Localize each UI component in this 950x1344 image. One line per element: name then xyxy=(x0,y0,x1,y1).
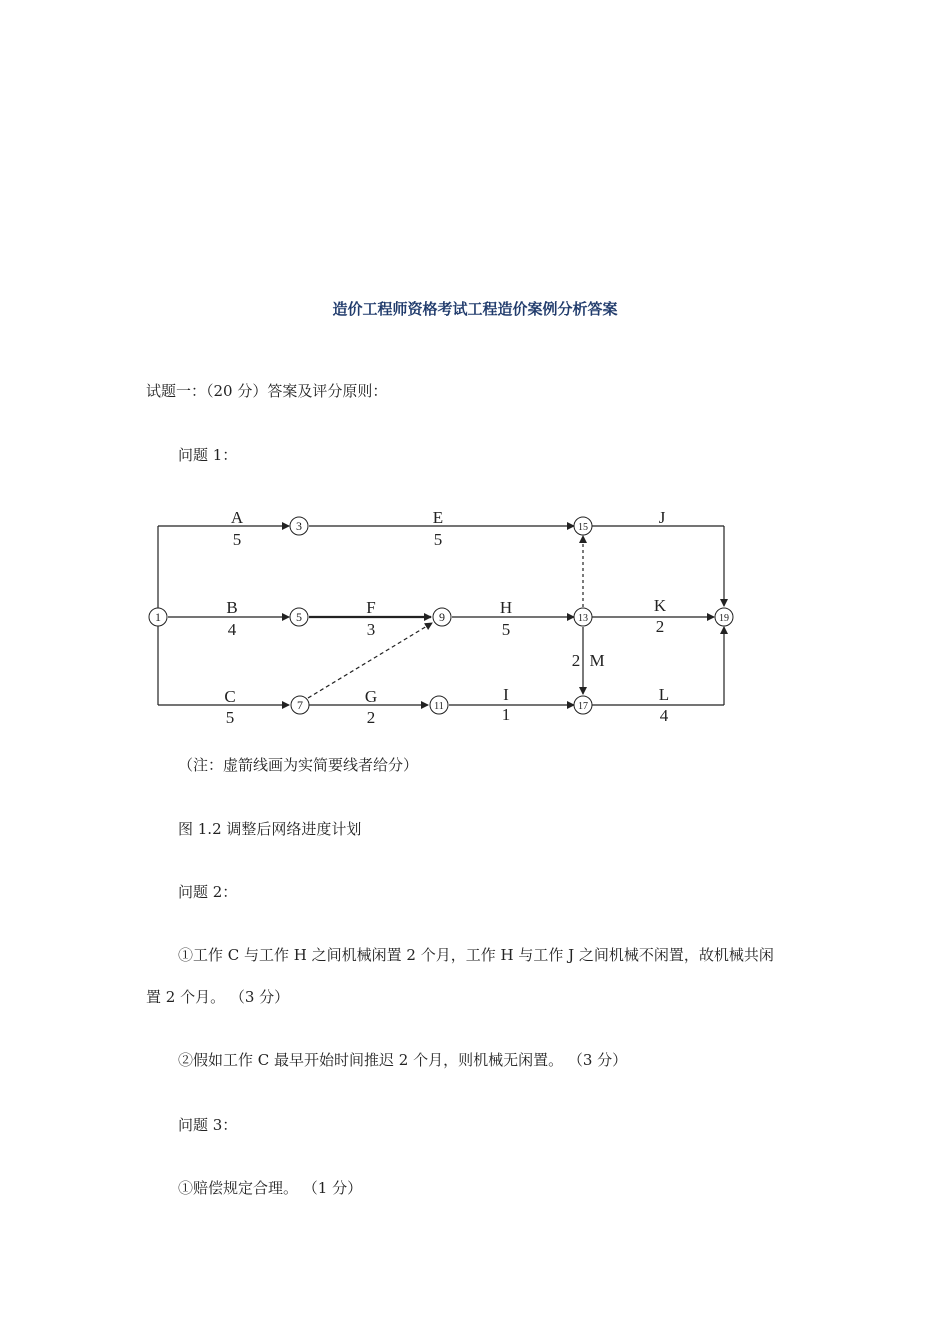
node-5 xyxy=(290,608,308,626)
activity-G-label: G xyxy=(364,687,378,706)
node-7 xyxy=(291,696,309,714)
problem-2-heading: 问题 2： xyxy=(178,883,238,901)
activity-F-label: F xyxy=(366,598,376,617)
node-13 xyxy=(574,608,592,626)
activity-M-label: M xyxy=(589,651,605,670)
activity-B-duration: 4 xyxy=(227,620,237,639)
node-11 xyxy=(430,696,448,714)
problem-1-heading: 问题 1： xyxy=(178,446,238,464)
node-17 xyxy=(574,696,592,714)
problem-2-item-2: ②假如工作 C 最早开始时间推迟 2 个月，则机械无闲置。 （3 分） xyxy=(178,1051,628,1069)
activity-K-label: K xyxy=(653,596,667,615)
activity-L-label: L xyxy=(658,685,670,704)
activity-G-duration: 2 xyxy=(366,708,376,725)
svg-text:13: 13 xyxy=(578,613,588,624)
activity-I-duration: 1 xyxy=(501,705,511,724)
node-3 xyxy=(290,517,308,535)
question-header: 试题一：（20 分）答案及评分原则： xyxy=(146,382,388,400)
problem-2-item-1-line-2: 置 2 个月。 （3 分） xyxy=(146,988,290,1006)
activity-A-duration: 5 xyxy=(232,530,242,549)
activity-I-label: I xyxy=(503,685,509,704)
activity-K-duration: 2 xyxy=(655,617,665,636)
activity-E-label: E xyxy=(432,508,444,527)
figure-caption: 图 1.2 调整后网络进度计划 xyxy=(178,820,362,838)
svg-text:3: 3 xyxy=(296,519,302,533)
diagram-note: （注：虚箭线画为实简要线者给分） xyxy=(178,756,419,774)
svg-text:11: 11 xyxy=(434,701,444,712)
problem-3-heading: 问题 3： xyxy=(178,1116,238,1134)
activity-A-label: A xyxy=(230,508,244,527)
activity-M-duration: 2 xyxy=(571,651,581,670)
activity-C-label: C xyxy=(224,687,236,706)
activity-H-duration: 5 xyxy=(501,620,511,639)
svg-text:17: 17 xyxy=(578,701,588,712)
svg-text:7: 7 xyxy=(297,698,303,712)
activity-F-duration: 3 xyxy=(366,620,376,639)
node-9 xyxy=(433,608,451,626)
document-title: 造价工程师资格考试工程造价案例分析答案 xyxy=(332,300,618,318)
svg-text:9: 9 xyxy=(439,610,445,624)
activity-E-duration: 5 xyxy=(433,530,443,549)
svg-text:1: 1 xyxy=(155,610,161,624)
activity-L-duration: 4 xyxy=(659,706,669,725)
node-1 xyxy=(149,608,167,626)
activity-B-label: B xyxy=(226,598,238,617)
activity-H-label: H xyxy=(499,598,513,617)
activity-C-duration: 5 xyxy=(225,708,235,725)
svg-text:5: 5 xyxy=(296,610,302,624)
activity-J-label: J xyxy=(658,508,666,527)
svg-text:15: 15 xyxy=(578,522,588,533)
node-19 xyxy=(715,608,733,626)
problem-2-item-1-line-1: ①工作 C 与工作 H 之间机械闲置 2 个月，工作 H 与工作 J 之间机械不闲置，故机械共闲 xyxy=(178,946,774,964)
node-15 xyxy=(574,517,592,535)
svg-text:19: 19 xyxy=(719,613,729,624)
network-diagram xyxy=(140,505,750,725)
problem-3-item-1: ①赔偿规定合理。 （1 分） xyxy=(178,1179,363,1197)
